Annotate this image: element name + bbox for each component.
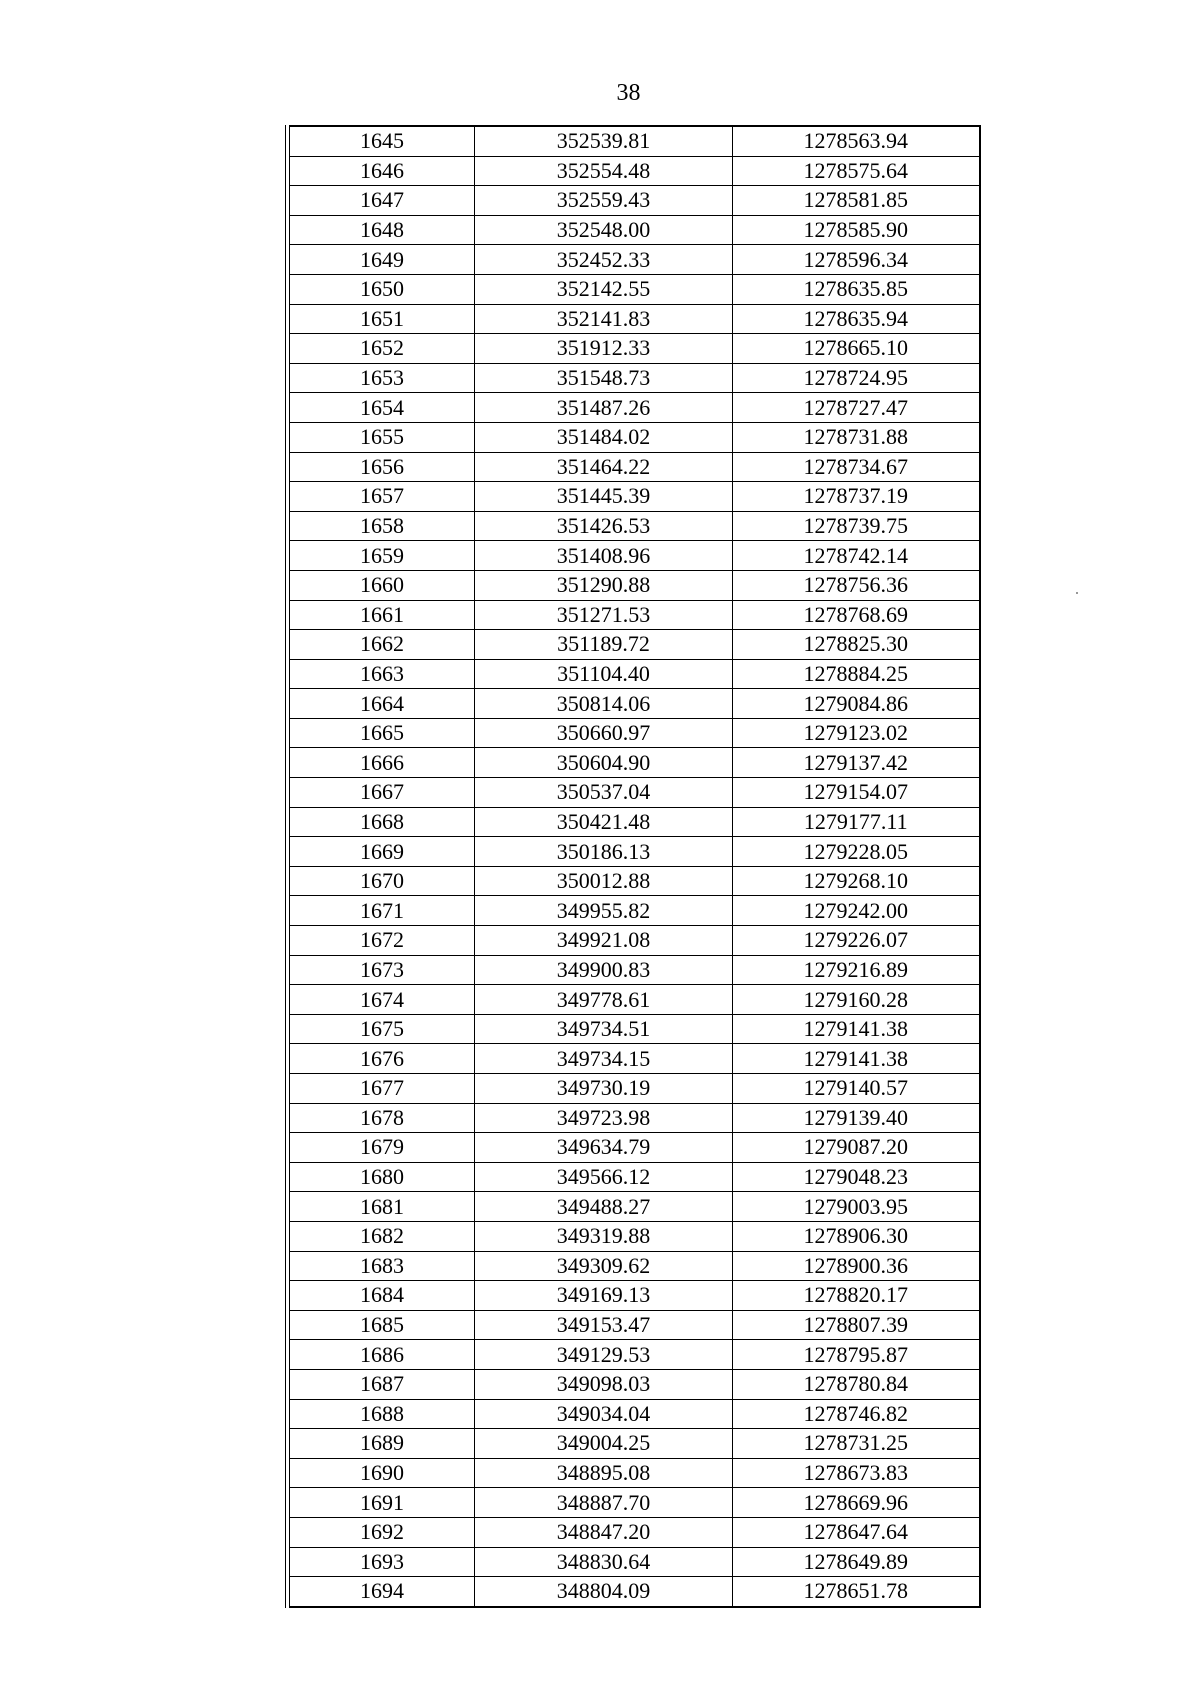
y-coordinate-cell: 1278563.94: [733, 126, 980, 156]
point-number-cell: 1675: [290, 1014, 475, 1044]
point-number-cell: 1688: [290, 1399, 475, 1429]
y-coordinate-cell: 1278635.94: [733, 304, 980, 334]
table-row: [290, 896, 980, 926]
y-coordinate-cell: 1278731.25: [733, 1429, 980, 1459]
point-number-cell: 1652: [290, 334, 475, 364]
table-row: [290, 1044, 980, 1074]
point-number-cell: 1658: [290, 511, 475, 541]
x-coordinate-cell: 349734.15: [475, 1044, 733, 1074]
y-coordinate-cell: 1278647.64: [733, 1517, 980, 1547]
point-number-cell: 1684: [290, 1281, 475, 1311]
y-coordinate-cell: 1279141.38: [733, 1044, 980, 1074]
y-coordinate-cell: 1278669.96: [733, 1488, 980, 1518]
table-row: [290, 156, 980, 186]
y-coordinate-cell: 1279226.07: [733, 926, 980, 956]
y-coordinate-cell: 1279087.20: [733, 1133, 980, 1163]
x-coordinate-cell: 351445.39: [475, 482, 733, 512]
point-number-cell: 1645: [290, 126, 475, 156]
table-row: [290, 1192, 980, 1222]
y-coordinate-cell: 1278768.69: [733, 600, 980, 630]
table-row: [290, 334, 980, 364]
table-row: [290, 1399, 980, 1429]
x-coordinate-cell: 351484.02: [475, 422, 733, 452]
point-number-cell: 1656: [290, 452, 475, 482]
y-coordinate-cell: 1278825.30: [733, 630, 980, 660]
table-row: [290, 1074, 980, 1104]
table-row: [290, 186, 980, 216]
x-coordinate-cell: 352141.83: [475, 304, 733, 334]
table-row: [290, 511, 980, 541]
point-number-cell: 1646: [290, 156, 475, 186]
point-number-cell: 1691: [290, 1488, 475, 1518]
table-row: [290, 1281, 980, 1311]
coordinate-table-body: [290, 126, 980, 1607]
table-row: [290, 1014, 980, 1044]
coordinate-table: [289, 125, 981, 1608]
x-coordinate-cell: 351548.73: [475, 363, 733, 393]
y-coordinate-cell: 1279137.42: [733, 748, 980, 778]
point-number-cell: 1685: [290, 1310, 475, 1340]
y-coordinate-cell: 1279154.07: [733, 778, 980, 808]
point-number-cell: 1647: [290, 186, 475, 216]
table-row: [290, 926, 980, 956]
y-coordinate-cell: 1278665.10: [733, 334, 980, 364]
table-row: [290, 1340, 980, 1370]
table-row: [290, 1310, 980, 1340]
x-coordinate-cell: 352554.48: [475, 156, 733, 186]
point-number-cell: 1671: [290, 896, 475, 926]
table-row: [290, 570, 980, 600]
x-coordinate-cell: 351912.33: [475, 334, 733, 364]
x-coordinate-cell: 349730.19: [475, 1074, 733, 1104]
table-row: [290, 482, 980, 512]
y-coordinate-cell: 1278737.19: [733, 482, 980, 512]
x-coordinate-cell: 348830.64: [475, 1547, 733, 1577]
table-row: [290, 689, 980, 719]
point-number-cell: 1648: [290, 215, 475, 245]
table-row: [290, 600, 980, 630]
table-row: [290, 422, 980, 452]
x-coordinate-cell: 351487.26: [475, 393, 733, 423]
y-coordinate-cell: 1279216.89: [733, 955, 980, 985]
table-row: [290, 837, 980, 867]
point-number-cell: 1674: [290, 985, 475, 1015]
x-coordinate-cell: 351426.53: [475, 511, 733, 541]
point-number-cell: 1692: [290, 1517, 475, 1547]
table-row: [290, 1577, 980, 1607]
y-coordinate-cell: 1279003.95: [733, 1192, 980, 1222]
x-coordinate-cell: 350012.88: [475, 866, 733, 896]
table-row: [290, 1133, 980, 1163]
table-row: [290, 126, 980, 156]
x-coordinate-cell: 349129.53: [475, 1340, 733, 1370]
table-row: [290, 1369, 980, 1399]
table-row: [290, 541, 980, 571]
point-number-cell: 1655: [290, 422, 475, 452]
table-row: [290, 363, 980, 393]
y-coordinate-cell: 1278651.78: [733, 1577, 980, 1607]
table-row: [290, 452, 980, 482]
x-coordinate-cell: 351290.88: [475, 570, 733, 600]
y-coordinate-cell: 1278906.30: [733, 1221, 980, 1251]
x-coordinate-cell: 350660.97: [475, 718, 733, 748]
table-row: [290, 778, 980, 808]
y-coordinate-cell: 1278731.88: [733, 422, 980, 452]
y-coordinate-cell: 1279141.38: [733, 1014, 980, 1044]
y-coordinate-cell: 1278724.95: [733, 363, 980, 393]
point-number-cell: 1651: [290, 304, 475, 334]
x-coordinate-cell: 350604.90: [475, 748, 733, 778]
point-number-cell: 1660: [290, 570, 475, 600]
table-row: [290, 866, 980, 896]
x-coordinate-cell: 350421.48: [475, 807, 733, 837]
y-coordinate-cell: 1278900.36: [733, 1251, 980, 1281]
table-row: [290, 304, 980, 334]
x-coordinate-cell: 349309.62: [475, 1251, 733, 1281]
x-coordinate-cell: 349778.61: [475, 985, 733, 1015]
y-coordinate-cell: 1279084.86: [733, 689, 980, 719]
table-row: [290, 215, 980, 245]
point-number-cell: 1677: [290, 1074, 475, 1104]
table-row: [290, 630, 980, 660]
point-number-cell: 1666: [290, 748, 475, 778]
y-coordinate-cell: 1278742.14: [733, 541, 980, 571]
table-row: [290, 274, 980, 304]
table-row: [290, 393, 980, 423]
x-coordinate-cell: 352539.81: [475, 126, 733, 156]
x-coordinate-cell: 351271.53: [475, 600, 733, 630]
table-row: [290, 718, 980, 748]
x-coordinate-cell: 349319.88: [475, 1221, 733, 1251]
y-coordinate-cell: 1278596.34: [733, 245, 980, 275]
x-coordinate-cell: 349034.04: [475, 1399, 733, 1429]
table-row: [290, 1221, 980, 1251]
x-coordinate-cell: 348804.09: [475, 1577, 733, 1607]
table-row: [290, 985, 980, 1015]
x-coordinate-cell: 348847.20: [475, 1517, 733, 1547]
x-coordinate-cell: 350537.04: [475, 778, 733, 808]
y-coordinate-cell: 1278575.64: [733, 156, 980, 186]
y-coordinate-cell: 1279177.11: [733, 807, 980, 837]
x-coordinate-cell: 349900.83: [475, 955, 733, 985]
y-coordinate-cell: 1279160.28: [733, 985, 980, 1015]
y-coordinate-cell: 1279228.05: [733, 837, 980, 867]
point-number-cell: 1686: [290, 1340, 475, 1370]
y-coordinate-cell: 1279242.00: [733, 896, 980, 926]
point-number-cell: 1657: [290, 482, 475, 512]
y-coordinate-cell: 1278734.67: [733, 452, 980, 482]
x-coordinate-cell: 349004.25: [475, 1429, 733, 1459]
point-number-cell: 1679: [290, 1133, 475, 1163]
page-number: 38: [616, 80, 641, 106]
point-number-cell: 1654: [290, 393, 475, 423]
point-number-cell: 1678: [290, 1103, 475, 1133]
x-coordinate-cell: 349169.13: [475, 1281, 733, 1311]
y-coordinate-cell: 1278673.83: [733, 1458, 980, 1488]
x-coordinate-cell: 349734.51: [475, 1014, 733, 1044]
point-number-cell: 1682: [290, 1221, 475, 1251]
point-number-cell: 1689: [290, 1429, 475, 1459]
y-coordinate-cell: 1278581.85: [733, 186, 980, 216]
x-coordinate-cell: 351104.40: [475, 659, 733, 689]
point-number-cell: 1672: [290, 926, 475, 956]
point-number-cell: 1673: [290, 955, 475, 985]
x-coordinate-cell: 349488.27: [475, 1192, 733, 1222]
point-number-cell: 1662: [290, 630, 475, 660]
x-coordinate-cell: 348895.08: [475, 1458, 733, 1488]
scan-speck: [1076, 592, 1078, 594]
table-row: [290, 748, 980, 778]
point-number-cell: 1663: [290, 659, 475, 689]
table-row: [290, 1251, 980, 1281]
point-number-cell: 1690: [290, 1458, 475, 1488]
point-number-cell: 1653: [290, 363, 475, 393]
table-row: [290, 1547, 980, 1577]
point-number-cell: 1667: [290, 778, 475, 808]
y-coordinate-cell: 1279123.02: [733, 718, 980, 748]
point-number-cell: 1694: [290, 1577, 475, 1607]
point-number-cell: 1650: [290, 274, 475, 304]
point-number-cell: 1676: [290, 1044, 475, 1074]
x-coordinate-cell: 349098.03: [475, 1369, 733, 1399]
point-number-cell: 1670: [290, 866, 475, 896]
point-number-cell: 1681: [290, 1192, 475, 1222]
table-row: [290, 1517, 980, 1547]
x-coordinate-cell: 352142.55: [475, 274, 733, 304]
table-row: [290, 807, 980, 837]
x-coordinate-cell: 348887.70: [475, 1488, 733, 1518]
x-coordinate-cell: 349634.79: [475, 1133, 733, 1163]
x-coordinate-cell: 349723.98: [475, 1103, 733, 1133]
point-number-cell: 1664: [290, 689, 475, 719]
x-coordinate-cell: 352548.00: [475, 215, 733, 245]
table-row: [290, 1103, 980, 1133]
x-coordinate-cell: 351464.22: [475, 452, 733, 482]
y-coordinate-cell: 1278795.87: [733, 1340, 980, 1370]
y-coordinate-cell: 1278635.85: [733, 274, 980, 304]
y-coordinate-cell: 1278585.90: [733, 215, 980, 245]
y-coordinate-cell: 1278649.89: [733, 1547, 980, 1577]
point-number-cell: 1665: [290, 718, 475, 748]
y-coordinate-cell: 1278746.82: [733, 1399, 980, 1429]
x-coordinate-cell: 349955.82: [475, 896, 733, 926]
table-row: [290, 1488, 980, 1518]
x-coordinate-cell: 349153.47: [475, 1310, 733, 1340]
x-coordinate-cell: 349921.08: [475, 926, 733, 956]
x-coordinate-cell: 350814.06: [475, 689, 733, 719]
x-coordinate-cell: 349566.12: [475, 1162, 733, 1192]
x-coordinate-cell: 351189.72: [475, 630, 733, 660]
y-coordinate-cell: 1279268.10: [733, 866, 980, 896]
y-coordinate-cell: 1279140.57: [733, 1074, 980, 1104]
table-row: [290, 245, 980, 275]
y-coordinate-cell: 1279139.40: [733, 1103, 980, 1133]
y-coordinate-cell: 1278807.39: [733, 1310, 980, 1340]
y-coordinate-cell: 1278727.47: [733, 393, 980, 423]
point-number-cell: 1649: [290, 245, 475, 275]
y-coordinate-cell: 1279048.23: [733, 1162, 980, 1192]
point-number-cell: 1668: [290, 807, 475, 837]
x-coordinate-cell: 352559.43: [475, 186, 733, 216]
table-row: [290, 955, 980, 985]
point-number-cell: 1661: [290, 600, 475, 630]
y-coordinate-cell: 1278756.36: [733, 570, 980, 600]
table-row: [290, 1458, 980, 1488]
table-row: [290, 659, 980, 689]
point-number-cell: 1683: [290, 1251, 475, 1281]
y-coordinate-cell: 1278820.17: [733, 1281, 980, 1311]
point-number-cell: 1669: [290, 837, 475, 867]
coordinate-table-container: [285, 125, 981, 1608]
point-number-cell: 1680: [290, 1162, 475, 1192]
y-coordinate-cell: 1278739.75: [733, 511, 980, 541]
x-coordinate-cell: 350186.13: [475, 837, 733, 867]
table-row: [290, 1162, 980, 1192]
point-number-cell: 1687: [290, 1369, 475, 1399]
y-coordinate-cell: 1278780.84: [733, 1369, 980, 1399]
table-row: [290, 1429, 980, 1459]
point-number-cell: 1659: [290, 541, 475, 571]
x-coordinate-cell: 351408.96: [475, 541, 733, 571]
x-coordinate-cell: 352452.33: [475, 245, 733, 275]
y-coordinate-cell: 1278884.25: [733, 659, 980, 689]
point-number-cell: 1693: [290, 1547, 475, 1577]
